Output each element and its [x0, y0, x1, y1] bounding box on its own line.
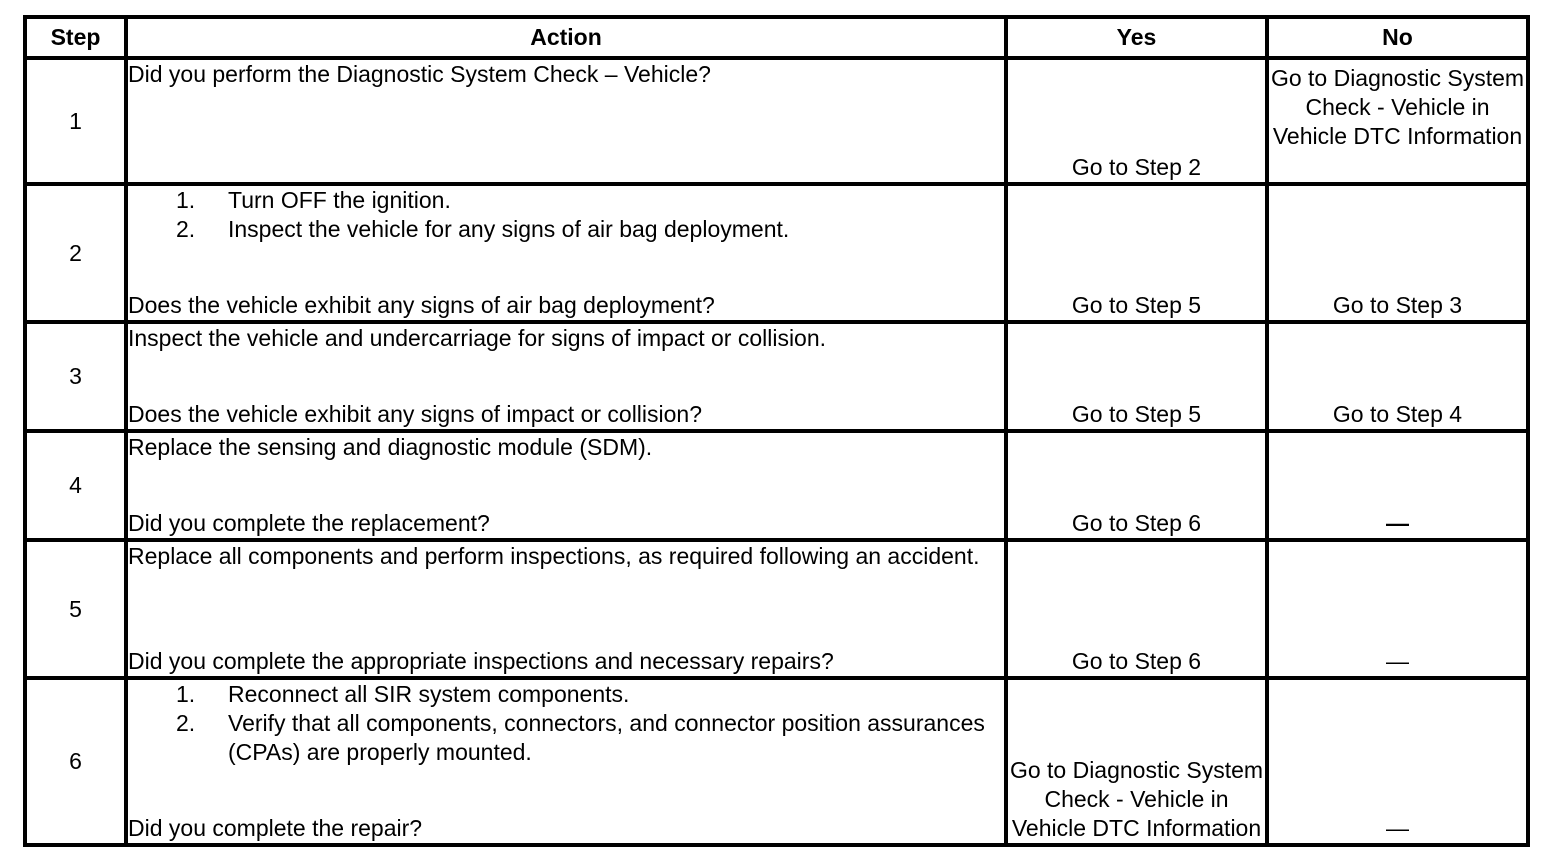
- diagnostic-table-container: [23, 15, 1526, 847]
- action-cell: [126, 540, 1006, 678]
- yes-cell: Go to Step 5: [1006, 322, 1267, 431]
- header-no: No: [1267, 17, 1528, 58]
- substep-item: 2. Verify that all components, connectors, and connector position assurances (CPAs) are properly mounted.: [176, 710, 985, 765]
- yes-cell: Go to Diagnostic System Check - Vehicle in Vehicle DTC Information: [1006, 678, 1267, 845]
- action-text: Replace all components and perform inspections, as required following an accident.: [128, 543, 980, 569]
- step-number: 5: [25, 540, 126, 678]
- action-text: Inspect the vehicle and undercarriage for signs of impact or collision.: [128, 325, 827, 351]
- step-number: 3: [25, 322, 126, 431]
- diagnostic-table: [23, 15, 1530, 847]
- header-yes: Yes: [1006, 17, 1267, 58]
- yes-cell: Go to Step 5: [1006, 184, 1267, 322]
- action-cell: [126, 58, 1006, 184]
- yes-cell: Go to Step 2: [1006, 58, 1267, 184]
- no-cell: Go to Step 4: [1267, 322, 1528, 431]
- substep-list: [128, 680, 1004, 767]
- no-cell: —: [1267, 678, 1528, 845]
- table-row-step-6: [25, 678, 1528, 845]
- action-text: Did you perform the Diagnostic System Check – Vehicle?: [128, 61, 711, 87]
- header-step: Step: [25, 17, 126, 58]
- yes-cell: Go to Step 6: [1006, 431, 1267, 540]
- table-row-step-1: [25, 58, 1528, 184]
- yes-cell: Go to Step 6: [1006, 540, 1267, 678]
- action-cell: [126, 322, 1006, 431]
- substep-item: 1. Reconnect all SIR system components.: [176, 681, 630, 707]
- no-cell: Go to Diagnostic System Check - Vehicle in Vehicle DTC Information: [1267, 58, 1528, 184]
- action-question: Does the vehicle exhibit any signs of impact or collision?: [128, 401, 703, 427]
- table-row-step-2: [25, 184, 1528, 322]
- action-question: Did you complete the appropriate inspections and necessary repairs?: [128, 648, 834, 674]
- table-row-step-4: [25, 431, 1528, 540]
- no-cell: —: [1267, 431, 1528, 540]
- step-number: 1: [25, 58, 126, 184]
- action-text: Replace the sensing and diagnostic module (SDM).: [128, 434, 653, 460]
- no-cell: Go to Step 3: [1267, 184, 1528, 322]
- step-number: 6: [25, 678, 126, 845]
- table-row-step-3: [25, 322, 1528, 431]
- header-action: Action: [126, 17, 1006, 58]
- no-cell: —: [1267, 540, 1528, 678]
- step-number: 2: [25, 184, 126, 322]
- action-question: Does the vehicle exhibit any signs of air bag deployment?: [128, 292, 715, 318]
- substep-item: 2. Inspect the vehicle for any signs of air bag deployment.: [176, 216, 790, 242]
- action-question: Did you complete the repair?: [128, 815, 423, 841]
- table-row-step-5: [25, 540, 1528, 678]
- action-question: Did you complete the replacement?: [128, 510, 490, 536]
- step-number: 4: [25, 431, 126, 540]
- header-row: [25, 17, 1528, 58]
- action-cell: [126, 431, 1006, 540]
- substep-list: [128, 186, 1004, 244]
- substep-item: 1. Turn OFF the ignition.: [176, 187, 451, 213]
- action-cell: [126, 184, 1006, 322]
- action-cell: [126, 678, 1006, 845]
